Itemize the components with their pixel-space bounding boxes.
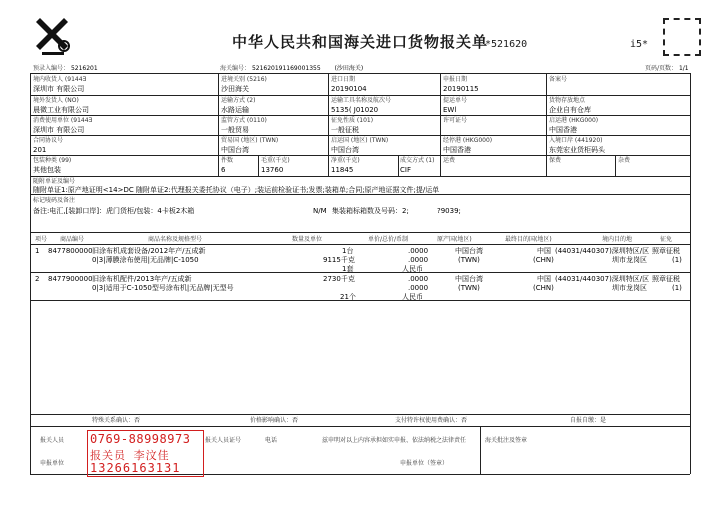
royalty-confirm [395, 417, 467, 424]
frame-top [30, 73, 690, 74]
goods-header-sep [30, 244, 690, 245]
goods-code: 8477800000 [48, 247, 93, 255]
bl-label: 提运单号 [443, 97, 468, 104]
import-date-value: 20190104 [331, 85, 367, 93]
declarant-stamp [87, 430, 204, 477]
unit-label: 申报单位 [40, 460, 65, 467]
goods-qty-1: 1台 [342, 247, 354, 255]
pieces-label: 件数 [221, 157, 234, 164]
frame-right [690, 73, 691, 474]
trade-country-value: 中国台湾 [221, 146, 249, 154]
price-influence [250, 417, 298, 424]
goods-no: 1 [35, 247, 40, 255]
special-label: 特殊关系确认： [92, 417, 135, 424]
row-sep [30, 155, 690, 156]
page-value: 1/1 [678, 65, 689, 72]
net-value: 11845 [331, 166, 354, 174]
goods-header-domestic: 境内目的地 [602, 236, 633, 243]
goods-origin-code: (TWN) [458, 256, 480, 264]
supervision-value: 一般贸易 [221, 126, 249, 134]
goods-exempt-code: (1) [672, 256, 682, 264]
package-label: 包装种类 (99) [33, 157, 72, 164]
goods-header-price: 单价/总价/币制 [368, 236, 409, 243]
vessel-label: 运输工具名称及航次号 [331, 97, 392, 104]
pieces-value: 6 [221, 166, 226, 174]
net-label: 净重(千克) [331, 157, 360, 164]
col-sep [615, 155, 616, 176]
preentry-value: 5216201 [70, 65, 98, 72]
remarks-label: 标记唛码及备注 [33, 197, 76, 204]
goods-domestic: (44031/440307)深圳特区/区 [555, 247, 650, 255]
goods-origin: 中国台湾 [455, 275, 483, 283]
stamp-line-3: 13266163131 [90, 461, 181, 475]
price-label: 价格影响确认： [250, 417, 293, 424]
col-sep [218, 155, 219, 176]
goods-name-1: 旧涂布机成套设备/2012年产/五成新 [92, 247, 206, 255]
consumer-label: 消费使用单位 (9144Ǝ [33, 117, 93, 124]
storage-label: 货物存放地点 [549, 97, 586, 104]
row-sep [30, 95, 690, 96]
goods-domestic: (44031/440307)深圳特区/区 [555, 275, 650, 283]
page-field [645, 65, 689, 72]
contract-value: 201 [33, 146, 47, 154]
page-label: 页码/页数： [645, 65, 678, 72]
entry-place-value: 东莞宏业货柜码头 [549, 146, 605, 154]
terms-label: 成交方式 (1) [400, 157, 435, 164]
goods-exempt-code: (1) [672, 284, 682, 292]
self-value: 是 [600, 417, 607, 424]
special-relation [92, 417, 140, 424]
self-pay [570, 417, 606, 424]
terms-value: CIF [400, 166, 411, 174]
unit-stamp-label: 申报单位（签章） [400, 460, 449, 467]
supervision-label: 监管方式 (0110) [221, 117, 267, 124]
goods-dest-code: (CHN) [533, 256, 554, 264]
remarks-right: 集装箱标箱数及号码：2; [332, 207, 409, 215]
row-sep [30, 414, 690, 415]
goods-dest: 中国 [537, 247, 551, 255]
goods-no: 2 [35, 275, 40, 283]
package-value: 其他包装 [33, 166, 61, 174]
stamp-line-2: 报关员 李汶佳 [90, 449, 170, 462]
goods-price-2: .0000 [408, 284, 429, 292]
goods-header-code: 商品编号 [60, 236, 85, 243]
goods-header-name: 商品名称及规格型号 [148, 236, 203, 243]
phone-label: 电话 [265, 437, 278, 444]
goods-row-sep [30, 300, 690, 301]
royalty-value: 否 [461, 417, 468, 424]
col-sep [328, 155, 329, 176]
goods-qty-2: 9115千克 [323, 256, 355, 264]
overseas-value: 晨微工业有限公司 [33, 106, 89, 114]
storage-value: 企业自有仓库 [549, 106, 591, 114]
goods-dest-code: (CHN) [533, 284, 554, 292]
col-sep [328, 73, 329, 155]
col-sep [398, 155, 399, 176]
vessel-value: 5135( J01020 [331, 106, 379, 114]
goods-header-qty: 数量及单位 [292, 236, 323, 243]
goods-row-sep [30, 272, 690, 273]
royalty-label: 支付特许权使用费确认： [395, 417, 462, 424]
special-value: 否 [134, 417, 141, 424]
contract-label: 合同协议号 [33, 137, 64, 144]
goods-name-2: 0|3|薄膜涂布使用|无品牌|C-1050 [92, 256, 199, 264]
statement-text: 兹申明对以上内容承担如实申报、依法纳税之法律责任 [322, 437, 467, 444]
docs-line: 随附单证1:原产地证明<14>DC 随附单证2:代理报关委托协议（电子）;装运前检验证书;发票;装箱单;合同;原产地证据文件;提/运单 [33, 186, 440, 194]
declare-date-label: 申报日期 [443, 76, 468, 83]
loading-port-value: 中国香港 [549, 126, 577, 134]
declarant-label: 报关人员 [40, 437, 65, 444]
row-sep [30, 176, 690, 177]
goods-name-1: 旧涂布机配件/2013年产/五成新 [92, 275, 192, 283]
goods-exempt: 照章征税 [652, 275, 680, 283]
insurance-label: 保费 [549, 157, 562, 164]
levy-label: 征免性质 (101) [331, 117, 374, 124]
remarks-left: 备注:电汇,[装卸口岸]：虎门货柜/包装：4卡板2木箱 [33, 207, 195, 215]
levy-value: 一般征税 [331, 126, 359, 134]
goods-header-dest: 最终目的国(地区) [505, 236, 552, 243]
footer-sep [480, 426, 481, 474]
row-sep [30, 232, 690, 233]
self-label: 自报自缴： [570, 417, 601, 424]
goods-currency: 人民币 [402, 293, 423, 301]
goods-header-no: 项号 [35, 236, 48, 243]
loading-port-label: 启运港 (HKG000) [549, 117, 599, 124]
transport-value: 水路运输 [221, 106, 249, 114]
goods-domestic-2: 圳市龙岗区 [612, 256, 647, 264]
barcode-text [485, 40, 527, 49]
trade-country-label: 贸易国 (地区) (TWN) [221, 137, 279, 144]
goods-price-1: .0000 [408, 275, 429, 283]
col-sep [546, 73, 547, 155]
barcode-left: *521620 [485, 39, 528, 50]
entry-place-label: 入境口岸 (441920) [549, 137, 603, 144]
origin-country-value: 中国台湾 [331, 146, 359, 154]
col-sep [218, 73, 219, 155]
goods-price-1: .0000 [408, 247, 429, 255]
col-sep [546, 155, 547, 176]
consignee-value: 深圳市 有限公司 [33, 85, 85, 93]
entry-port-label: 进境关别 (5216) [221, 76, 267, 83]
goods-qty-1: 2730千克 [323, 275, 355, 283]
customs-note-label: 海关批注及签章 [485, 437, 528, 444]
goods-qty-3: 21个 [340, 293, 356, 301]
consumer-value: 深圳市 有限公司 [33, 126, 85, 134]
row-sep [30, 115, 690, 116]
goods-code: 8477900000 [48, 275, 93, 283]
overseas-label: 境外发货人 (NO) [33, 97, 79, 104]
goods-origin: 中国台湾 [455, 247, 483, 255]
customs-no-field [220, 65, 363, 72]
stamp-line-1: 0769-88998973 [90, 432, 191, 446]
consignee-label: 境内收货人 (9144Ǝ [33, 76, 87, 83]
docs-label: 随附单证及编号 [33, 178, 76, 185]
goods-exempt: 照章征税 [652, 247, 680, 255]
goods-header-exempt: 征免 [660, 236, 673, 243]
row-sep [30, 426, 690, 427]
entry-port-value: 沙田海关 [221, 85, 249, 93]
remarks-mid: N/M [313, 207, 327, 215]
price-value: 否 [292, 417, 299, 424]
barcode-suffix: i5* [630, 39, 649, 50]
customs-no-value: 521620191169001355 [251, 65, 321, 72]
preentry-field [33, 65, 98, 72]
goods-currency: 人民币 [402, 265, 423, 273]
col-sep [440, 155, 441, 176]
row-sep [30, 194, 690, 195]
qr-code-icon [663, 18, 701, 56]
page-title: 中华人民共和国海关进口货物报关单 [231, 33, 488, 51]
remarks-end: ?9039; [437, 207, 461, 215]
goods-header-origin: 原产国(地区) [437, 236, 472, 243]
gross-value: 13760 [261, 166, 284, 174]
misc-label: 杂费 [618, 157, 631, 164]
license-label: 许可证号 [443, 117, 468, 124]
row-sep [30, 135, 690, 136]
goods-dest: 中国 [537, 275, 551, 283]
freight-label: 运费 [443, 157, 456, 164]
gross-label: 毛重(千克) [261, 157, 290, 164]
col-sep [258, 155, 259, 176]
transport-label: 运输方式 (2) [221, 97, 256, 104]
transit-port-label: 经停港 (HKG000) [443, 137, 493, 144]
customs-name: (沙田海关) [334, 65, 364, 72]
col-sep [440, 73, 441, 155]
origin-country-label: 启运国 (地区) (TWN) [331, 137, 389, 144]
goods-price-2: .0000 [408, 256, 429, 264]
declare-date-value: 20190115 [443, 85, 479, 93]
bl-value: EWl [443, 106, 457, 114]
declarant-cert-label: 报关人员证号 [205, 437, 242, 444]
goods-domestic-2: 圳市龙岗区 [612, 284, 647, 292]
import-date-label: 进口日期 [331, 76, 356, 83]
goods-qty-3: 1套 [342, 265, 354, 273]
customs-no-label: 海关编号： [220, 65, 251, 72]
record-no-label: 备案号 [549, 76, 568, 83]
goods-name-2: 0|3|适用于C-1050型号涂布机|无品牌|无型号 [92, 284, 234, 292]
transit-port-value: 中国香港 [443, 146, 471, 154]
preentry-label: 预录入编号： [33, 65, 70, 72]
goods-origin-code: (TWN) [458, 284, 480, 292]
